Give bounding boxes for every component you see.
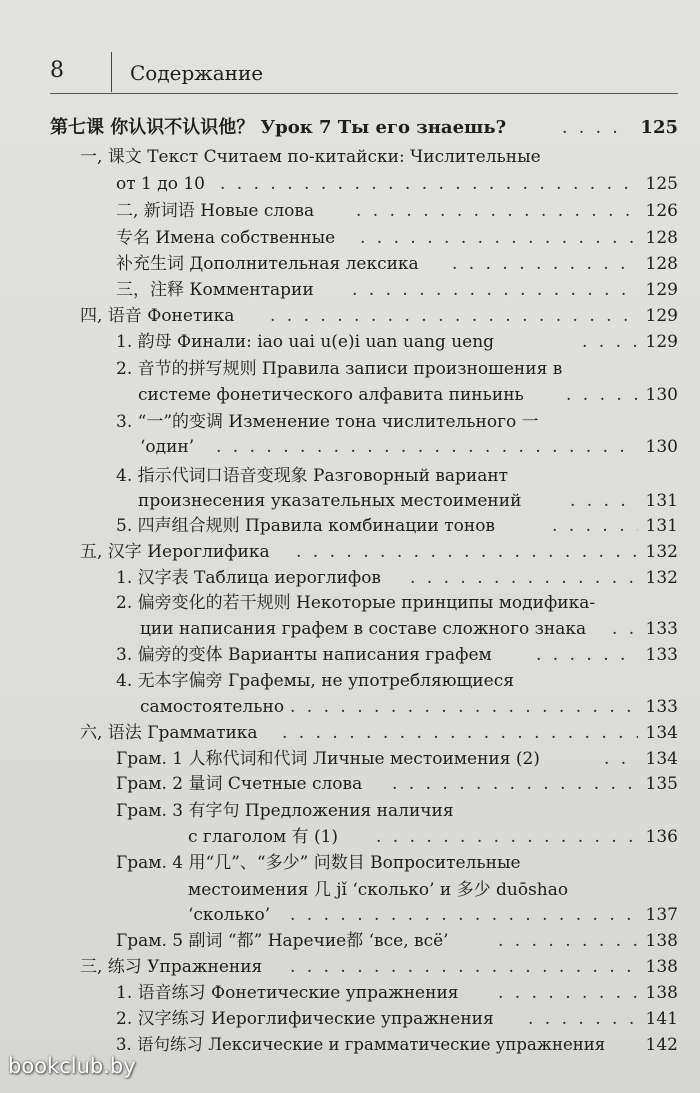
toc-page-number: 136 (645, 827, 678, 847)
toc-entry: самостоятельно (140, 697, 285, 717)
toc-entry: Грам. 5 副词 “都” Наречие都 ‘все, всё’ (116, 931, 449, 951)
site-watermark: bookclub.by (8, 1054, 136, 1078)
toc-entry: 3. 偏旁的变体 Варианты написания графем (116, 645, 492, 665)
running-title: Содержание (130, 61, 264, 85)
toc-entry: 2. 音节的拼写规则 Правила записи произношения в (116, 359, 563, 379)
toc-entry: произнесения указательных местоимений (138, 491, 522, 511)
toc-lesson-title: 第七课 你认识不认识他？ Урок 7 Ты его знаешь? (50, 117, 507, 138)
toc-entry: ‘сколько’ (188, 905, 271, 925)
toc-page-number: 137 (645, 905, 678, 925)
toc-page-number: 128 (645, 228, 678, 248)
toc-page-number: 142 (645, 1035, 678, 1055)
toc-page-number: 133 (645, 619, 678, 639)
toc-entry: 5. 四声组合规则 Правила комбинации тонов (116, 516, 495, 536)
toc-page-number: 129 (645, 332, 678, 352)
toc-entry: 三，注释 Комментарии (116, 280, 314, 300)
toc-leader (220, 173, 638, 195)
toc-entry: Грам. 2 量词 Счетные слова (116, 774, 363, 794)
toc-entry: от 1 до 10 (116, 174, 206, 194)
toc-leader (582, 331, 638, 353)
toc-page-number: 132 (645, 542, 678, 562)
toc-leader (562, 117, 624, 139)
toc-leader (536, 644, 638, 666)
toc-page-number: 138 (645, 957, 678, 977)
toc-page-number: 130 (645, 437, 678, 457)
toc-leader (612, 618, 638, 640)
toc-leader (296, 541, 638, 563)
toc-page-number: 138 (645, 983, 678, 1003)
toc-entry: 一, 课文 Текст Считаем по-китайски: Числительные (80, 147, 541, 167)
toc-entry: 3. 语句练习 Лексические и грамматические упражнения (116, 1035, 606, 1054)
toc-leader (356, 200, 638, 222)
toc-leader (392, 773, 638, 795)
toc-entry: Грам. 4 用“几”、“多少” 问数目 Вопросительные (116, 853, 521, 873)
toc-page-number: 138 (645, 931, 678, 951)
toc-leader (498, 930, 638, 952)
toc-leader (498, 982, 638, 1004)
toc-entry: 2. 汉字练习 Иероглифические упражнения (116, 1009, 494, 1029)
toc-leader (410, 567, 638, 589)
toc-leader (604, 748, 638, 770)
toc-entry: 二, 新词语 Новые слова (116, 201, 315, 221)
toc-entry: 1. 语音练习 Фонетические упражнения (116, 983, 459, 1003)
toc-entry: Грам. 3 有字句 Предложения наличия (116, 801, 454, 821)
toc-entry: 补充生词 Дополнительная лексика (116, 254, 419, 274)
toc-page-number: 129 (645, 280, 678, 300)
toc-entry: 专名 Имена собственные (116, 228, 336, 248)
toc-entry: 4. 无本字偏旁 Графемы, не употребляющиеся (116, 671, 514, 691)
toc-entry: местоимения 几 jǐ ‘сколько’ и 多少 duōshao (188, 880, 569, 900)
page-number: 8 (50, 58, 65, 83)
toc-leader (528, 1008, 642, 1030)
toc-page-number: 128 (645, 254, 678, 274)
toc-page-number: 125 (645, 174, 678, 194)
toc-page-number: 134 (645, 749, 678, 769)
toc-page-number: 130 (645, 385, 678, 405)
toc-entry: ции написания графем в составе сложного знака (140, 619, 587, 639)
toc-leader (290, 956, 638, 978)
toc-page-number: 133 (645, 697, 678, 717)
toc-leader (566, 384, 638, 406)
toc-leader (376, 826, 638, 848)
toc-leader (290, 904, 638, 926)
toc-leader (570, 490, 638, 512)
toc-entry: системе фонетического алфавита пиньинь (138, 385, 524, 405)
toc-leader (282, 722, 638, 744)
toc-entry: 六, 语法 Грамматика (80, 723, 258, 743)
toc-entry: ‘один’ (140, 437, 195, 457)
toc-entry: 五, 汉字 Иероглифика (80, 542, 270, 562)
toc-entry: 3. “一”的变调 Изменение тона числительного 一 (116, 412, 539, 432)
toc-leader (216, 436, 638, 458)
toc-leader (270, 305, 638, 327)
toc-leader (452, 253, 638, 275)
toc-page-number: 125 (640, 117, 678, 138)
toc-entry: Грам. 1 人称代词和代词 Личные местоимения (2) (116, 749, 540, 769)
toc-entry: 四, 语音 Фонетика (80, 306, 235, 326)
toc-leader (360, 227, 638, 249)
toc-page-number: 131 (645, 516, 678, 536)
toc-page-number: 131 (645, 491, 678, 511)
toc-entry: 1. 韵母 Финали: iao uai u(e)i uan uang ueng (116, 332, 495, 352)
toc-page-number: 126 (645, 201, 678, 221)
toc-page-number: 141 (645, 1009, 678, 1029)
toc-entry: 2. 偏旁变化的若干规则 Некоторые принципы модифика- (116, 593, 596, 613)
toc-leader (352, 279, 638, 301)
toc-entry: 三, 练习 Упражнения (80, 957, 263, 977)
toc-page-number: 134 (645, 723, 678, 743)
toc-page-number: 135 (645, 774, 678, 794)
toc-entry: 4. 指示代词口语音变现象 Разговорный вариант (116, 466, 509, 486)
toc-leader (552, 515, 638, 537)
toc-page-number: 129 (645, 306, 678, 326)
toc-page-number: 133 (645, 645, 678, 665)
toc-entry: с глаголом 有 (1) (188, 827, 339, 847)
toc-entry: 1. 汉字表 Таблица иероглифов (116, 568, 381, 588)
toc-leader (290, 696, 638, 718)
toc-page-number: 132 (645, 568, 678, 588)
